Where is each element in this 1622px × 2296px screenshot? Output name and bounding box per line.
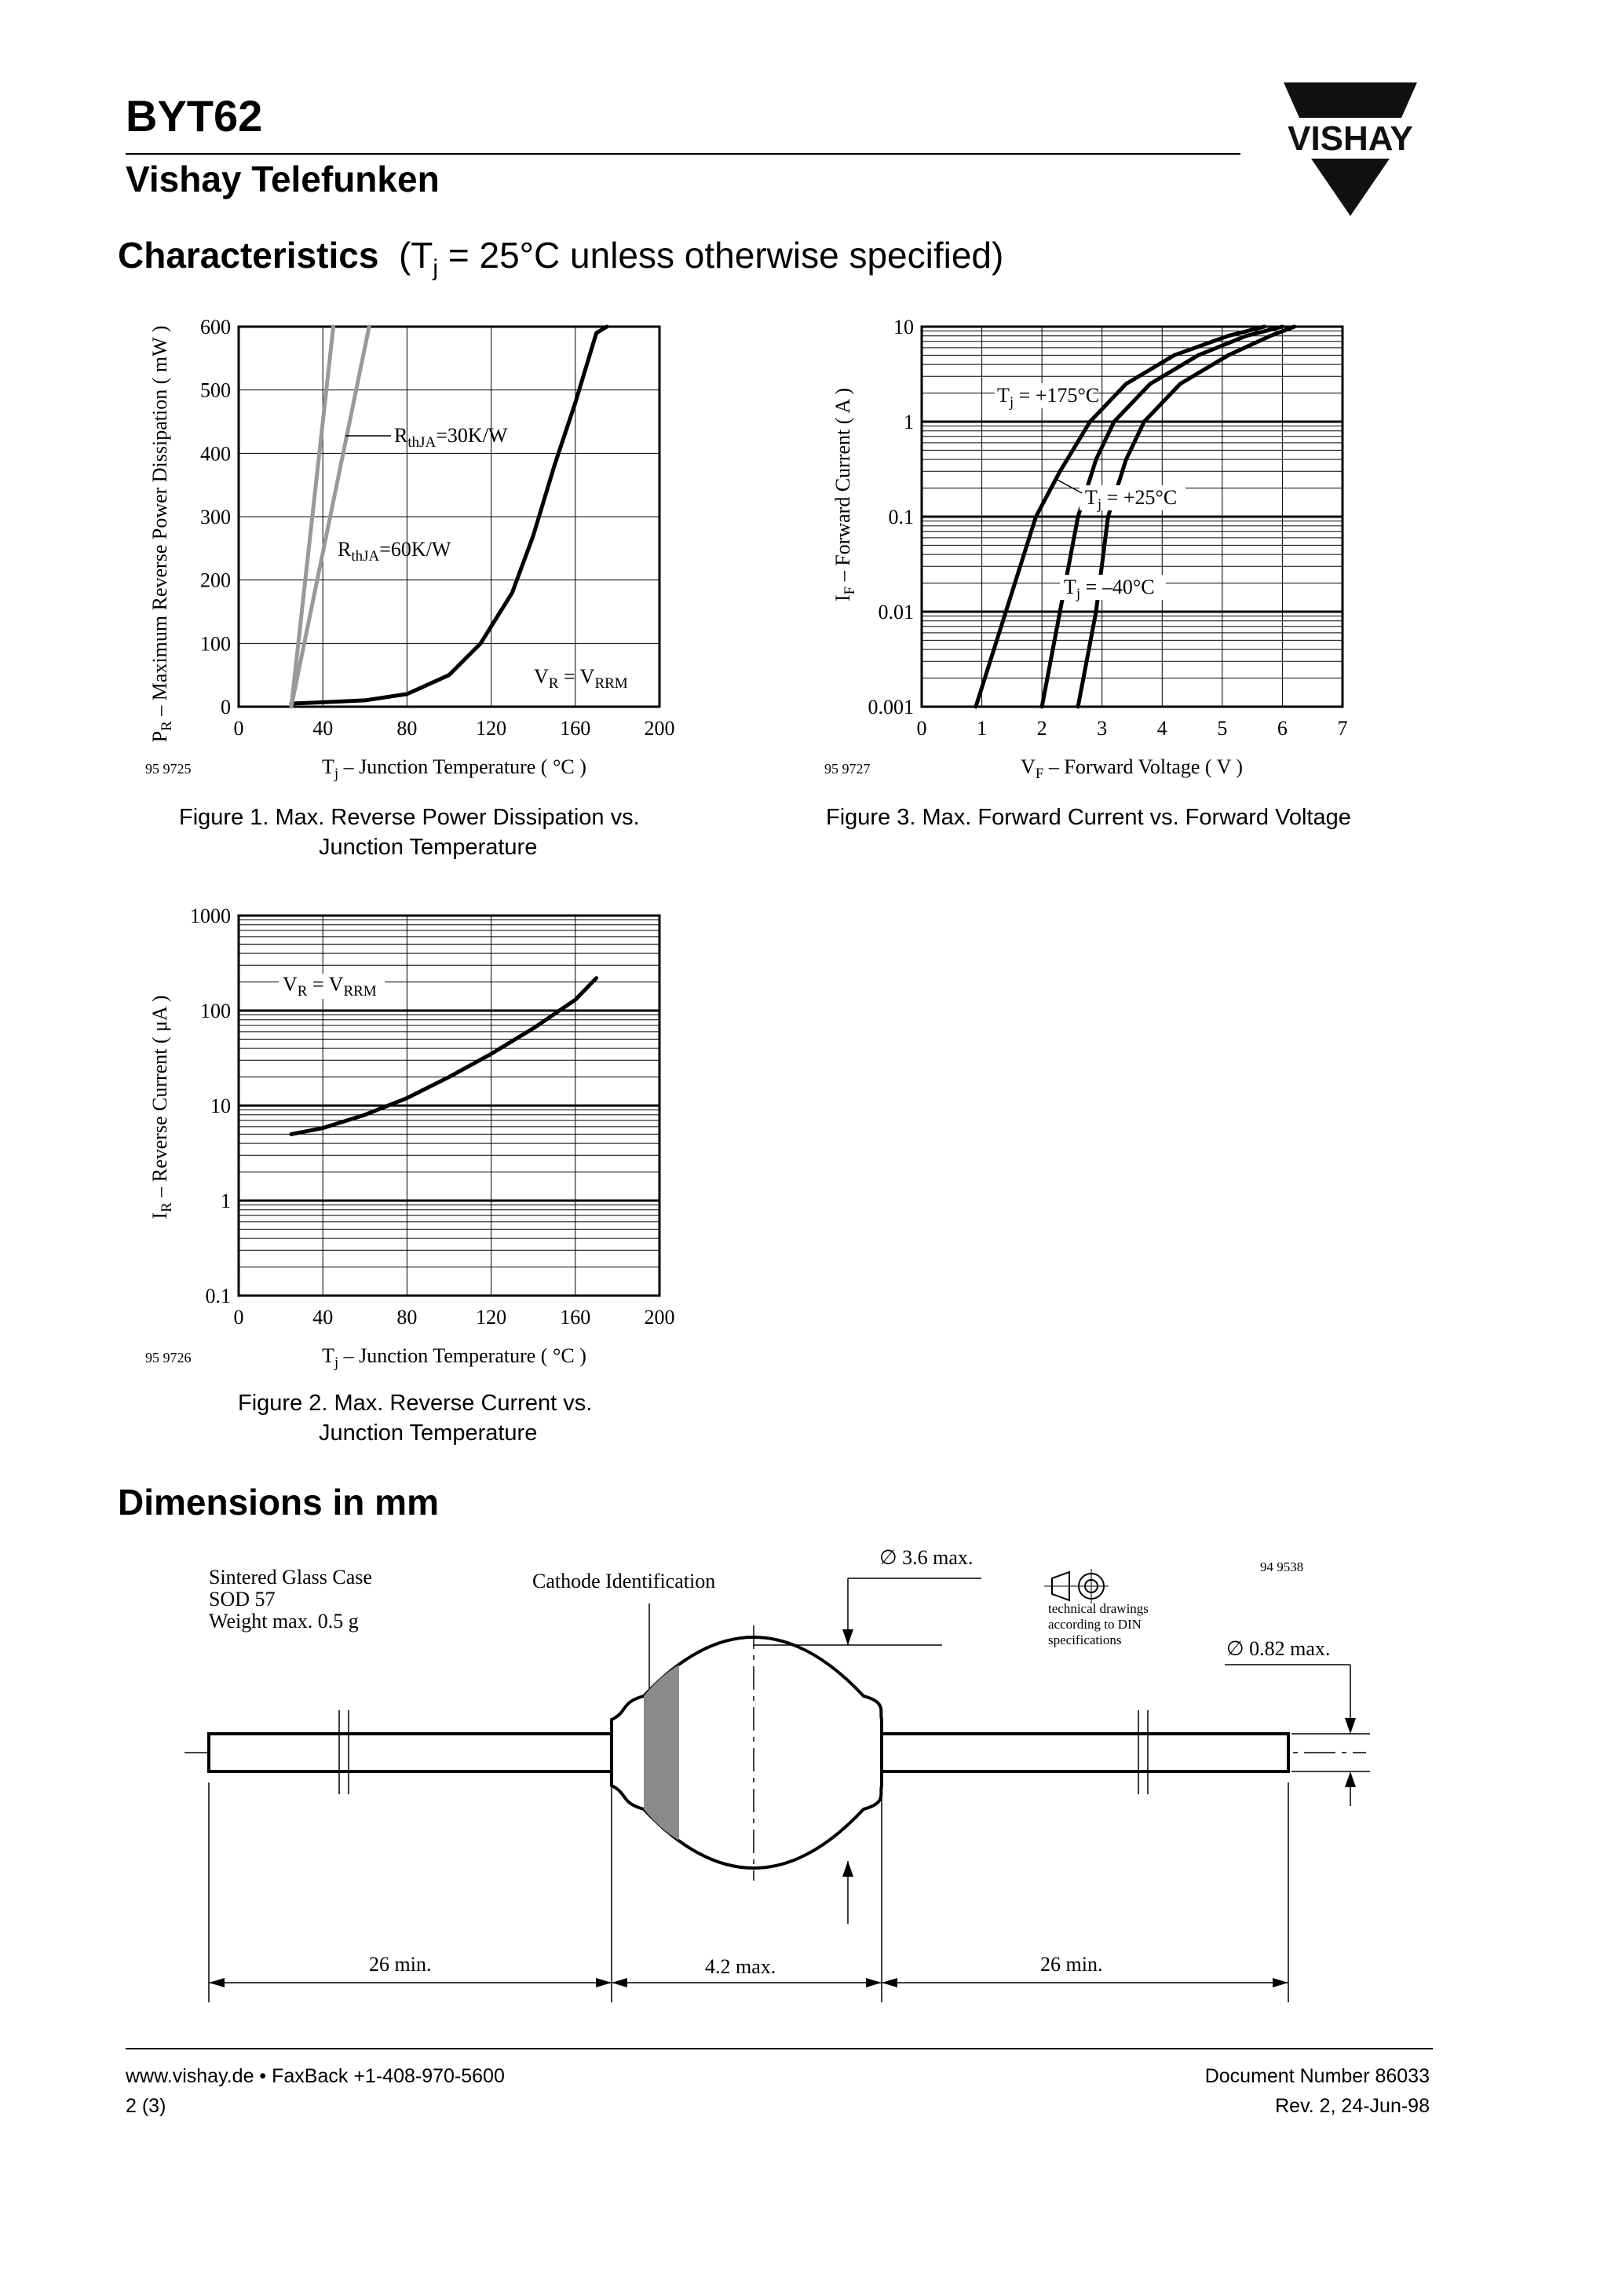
y-tick-label: 200 [200,569,231,592]
figure1-param-label: $V_R = V_{RRM}$ [534,665,628,692]
figure2-param-label: $V_R = V_{RRM}$ [283,973,377,1000]
figure2-caption-line1: Figure 2. Max. Reverse Current vs. [238,1391,593,1416]
figure1-ylabel: $P_R$ – Maximum Reverse Power Dissipation ( mW ) [148,325,175,743]
case-line1: Sintered Glass Case [209,1566,372,1589]
label-25: $T_j = +25^\circ C$ [1085,486,1178,513]
x-tick-label: 80 [396,1306,418,1329]
figure2-caption-line2: Junction Temperature [319,1420,538,1446]
y-tick-label: 0.001 [868,696,914,718]
x-tick-label: 160 [560,1306,591,1329]
figure1-caption-line1: Figure 1. Max. Reverse Power Dissipation vs. [179,805,640,830]
footer-doc-number: Document Number 86033 [1204,2065,1430,2087]
figure3-ylabel: $I_F$ – Forward Current ( A ) [831,388,858,601]
figure1-xlabel: $T_j$ – Junction Temperature ( °C ) [322,755,586,782]
x-tick-label: 2 [1036,717,1047,740]
body-dia-label: ∅ 3.6 max. [879,1546,974,1569]
dimension-drawing [157,1531,1413,2002]
lead-left [209,1734,612,1771]
cathode-band [644,1665,679,1841]
x-tick-label: 120 [476,717,507,740]
footer-rule [126,2048,1433,2049]
case-line2: SOD 57 [209,1588,276,1610]
company-name: Vishay Telefunken [126,159,440,199]
figure2-ylabel: $I_R$ – Reverse Current ( μA ) [148,995,175,1219]
rth30-label: $R_{thJA}=30K/W$ [394,424,508,451]
figure3-caption-line1: Figure 3. Max. Forward Current vs. Forward Voltage [826,805,1351,830]
y-tick-label: 400 [200,442,231,466]
figure3-code: 95 9727 [824,761,871,777]
figure1-code: 95 9725 [145,761,192,777]
din-line3: specifications [1048,1632,1122,1647]
condition-suffix: = 25°C unless otherwise specified) [438,235,1004,276]
rth60-label: $R_{thJA}=60K/W$ [338,538,451,565]
x-tick-label: 80 [396,717,418,740]
y-tick-label: 0.01 [878,601,914,623]
x-tick-label: 6 [1277,717,1288,740]
lead-len-right: 26 min. [1040,1953,1103,1976]
y-tick-label: 300 [200,506,231,528]
x-tick-label: 0 [916,717,927,740]
vishay-logo [1268,82,1433,224]
drawing-code: 94 9538 [1260,1559,1304,1574]
dimensions-title: Dimensions in mm [118,1482,439,1523]
y-tick-label: 1 [221,1190,231,1212]
characteristics-heading [118,236,1003,281]
y-tick-label: 0.1 [888,506,914,528]
y-tick-label: 0 [221,696,231,718]
din-line1: technical drawings [1048,1601,1149,1616]
label-175: $T_j = +175^\circ C$ [997,384,1100,411]
lead-dia-label: ∅ 0.82 max. [1226,1637,1331,1660]
lead-len-left: 26 min. [369,1953,432,1976]
x-tick-label: 200 [644,1306,675,1329]
figure3-caption [826,803,1351,832]
figure2-code: 95 9726 [145,1350,192,1366]
condition-prefix: (T [398,235,433,276]
din-line2: according to DIN [1048,1617,1142,1632]
y-tick-label: 10 [893,316,914,338]
din-projection-icon [1044,1569,1109,1603]
footer-revision: Rev. 2, 24-Jun-98 [1275,2095,1430,2117]
figure2-caption [238,1388,592,1448]
x-tick-label: 1 [977,717,988,740]
series-line [291,327,607,704]
x-tick-label: 0 [233,717,244,740]
x-tick-label: 40 [312,1306,334,1329]
condition-sub: j [433,255,439,282]
footer-website: www.vishay.de • FaxBack +1-408-970-5600 [126,2065,505,2087]
figure1-caption-line2: Junction Temperature [319,835,538,860]
figure3-xlabel: $V_F$ – Forward Voltage ( V ) [1021,755,1244,782]
characteristics-title: Characteristics [118,235,379,276]
x-tick-label: 120 [476,1306,507,1329]
lead-right [882,1734,1288,1771]
label-25-leader [1056,479,1082,493]
figure3-chart [824,306,1374,793]
case-line3: Weight max. 0.5 g [209,1610,359,1632]
x-tick-label: 3 [1097,717,1108,740]
figure2-chart [141,895,691,1382]
y-tick-label: 10 [210,1095,231,1117]
figure1-chart [141,306,691,793]
x-tick-label: 7 [1337,717,1348,740]
x-tick-label: 200 [644,717,675,740]
y-tick-label: 1000 [190,905,231,927]
footer-page: 2 (3) [126,2095,166,2117]
figure1-caption [179,803,640,862]
y-tick-label: 1 [904,411,914,433]
y-tick-label: 600 [200,316,231,338]
cathode-label: Cathode Identification [532,1570,716,1592]
logo-text: VISHAY [1288,119,1413,158]
part-number: BYT62 [126,91,263,141]
body-len: 4.2 max. [705,1955,776,1978]
y-tick-label: 100 [200,632,231,656]
x-tick-label: 4 [1156,717,1167,740]
y-tick-label: 0.1 [205,1285,231,1307]
x-tick-label: 5 [1217,717,1228,740]
header-rule [126,153,1240,155]
x-tick-label: 160 [560,717,591,740]
y-tick-label: 100 [200,1000,231,1022]
y-tick-label: 500 [200,378,231,402]
x-tick-label: 0 [233,1306,244,1329]
label-m40: $T_j = -40^\circ C$ [1064,576,1155,602]
series-line [291,978,597,1135]
x-tick-label: 40 [312,717,334,740]
figure2-xlabel: $T_j$ – Junction Temperature ( °C ) [322,1344,586,1371]
